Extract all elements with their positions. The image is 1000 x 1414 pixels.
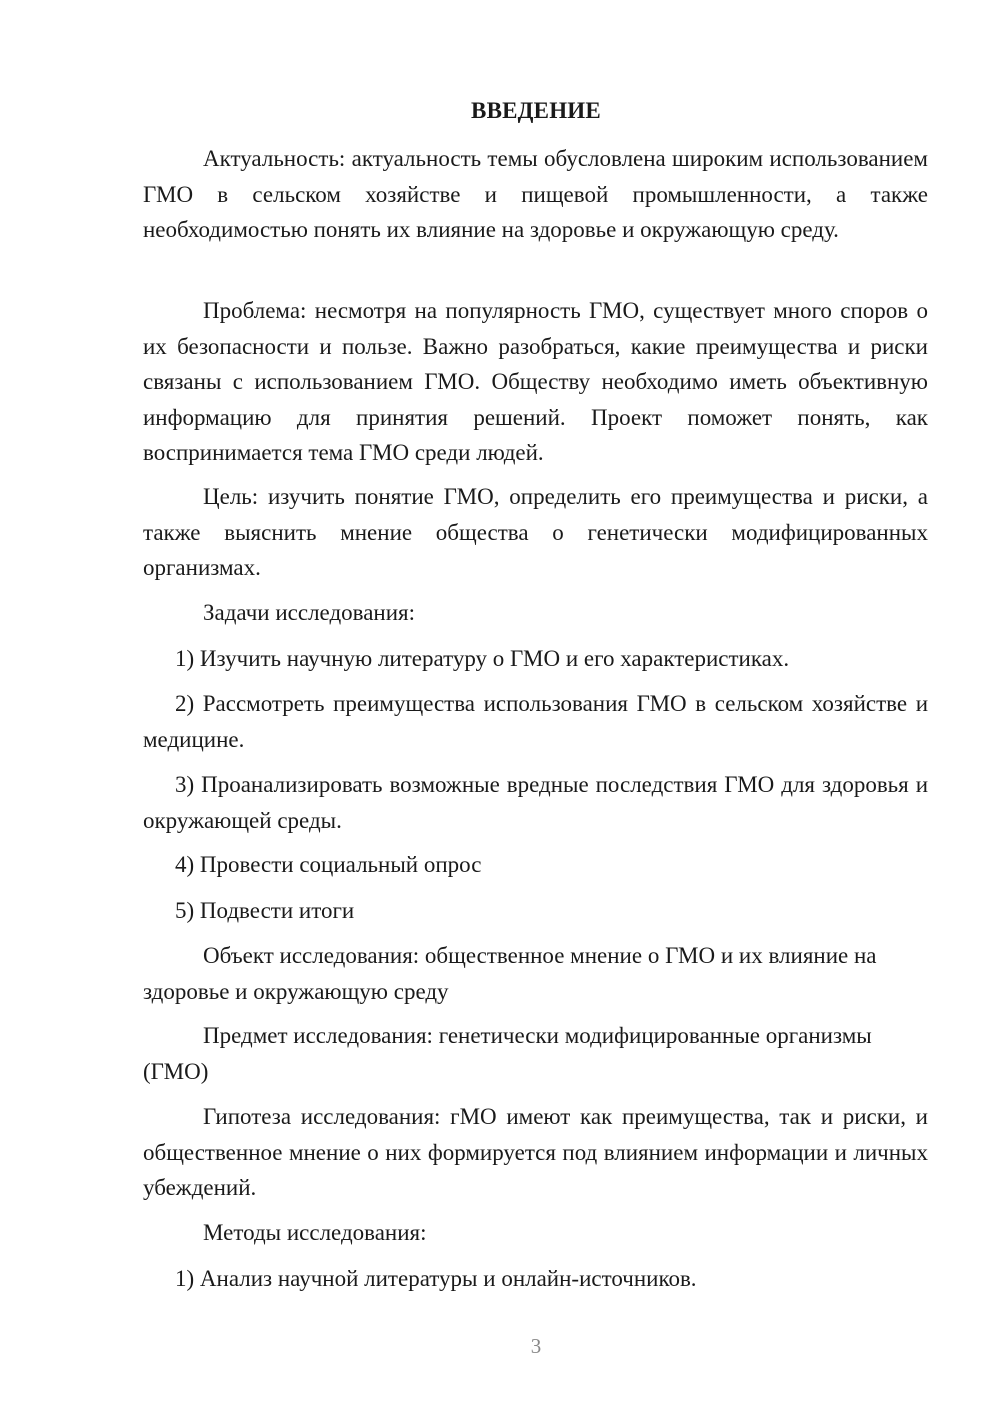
relevance-paragraph: Актуальность: актуальность темы обусловлена широким использованием ГМО в сельском хозяйстве и пищевой промышленности, а также необходимостью понять их влияние на здоровье и окружающую среду.	[143, 146, 928, 242]
task-item: 1) Изучить научную литературу о ГМО и его характеристиках.	[175, 646, 790, 671]
task-item: 2) Рассмотреть преимущества использования ГМО в сельском хозяйстве и медицине.	[143, 691, 928, 752]
task-item: 4) Провести социальный опрос	[175, 852, 482, 877]
object-paragraph: Объект исследования: общественное мнение о ГМО и их влияние на здоровье и окружающую среду	[143, 943, 877, 1004]
tasks-heading: Задачи исследования:	[203, 600, 416, 625]
task-item: 5) Подвести итоги	[175, 898, 355, 923]
hypothesis-paragraph: Гипотеза исследования: гМО имеют как преимущества, так и риски, и общественное мнение о них формируется под влиянием информации и личных убеждений.	[143, 1104, 928, 1200]
page-number: 3	[530, 1334, 542, 1358]
methods-heading: Методы исследования:	[203, 1220, 427, 1245]
subject-paragraph: Предмет исследования: генетически модифицированные организмы (ГМО)	[143, 1023, 872, 1084]
task-item: 3) Проанализировать возможные вредные последствия ГМО для здоровья и окружающей среды.	[143, 772, 928, 833]
method-item: 1) Анализ научной литературы и онлайн-источников.	[175, 1266, 697, 1291]
goal-paragraph: Цель: изучить понятие ГМО, определить его преимущества и риски, а также выяснить мнение общества о генетически модифицированных организмах.	[143, 484, 928, 580]
section-heading: ВВЕДЕНИЕ	[471, 98, 601, 123]
problem-paragraph: Проблема: несмотря на популярность ГМО, существует много споров о их безопасности и пользе. Важно разобраться, какие преимущества и риски связаны с использованием ГМО. Обществу необходимо иметь объективную информацию для принятия решений. Проект поможет понять, как воспринимается тема ГМО среди людей.	[143, 298, 928, 465]
